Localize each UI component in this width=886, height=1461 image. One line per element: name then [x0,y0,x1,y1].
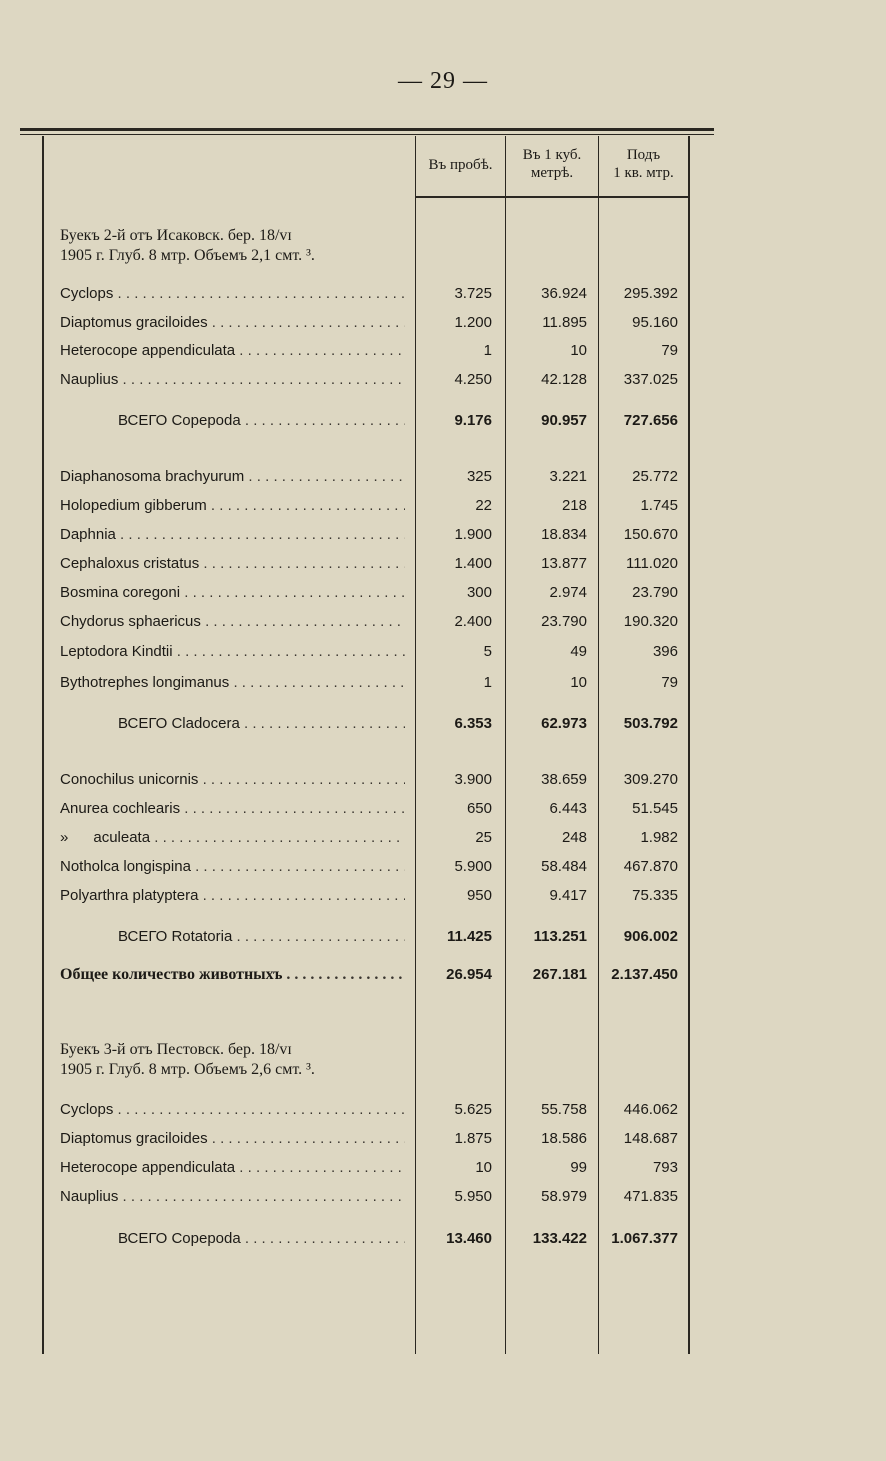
species-name: Bosmina coregoni . . . [60,582,405,604]
species-name: Diaphanosoma brachyurum . . . [60,466,405,488]
value-in-sample: 1 [483,342,492,359]
value-per-square-metre: 51.545 [632,800,678,817]
value-per-square-metre: 337.025 [623,371,678,388]
value-per-cubic-metre: 11.895 [542,314,587,331]
value-in-sample: 5.950 [454,1188,492,1205]
station-heading-line2: 1905 г. Глуб. 8 мтр. Объемъ 2,1 смт. ³. [60,247,315,264]
top-rule-thin [20,134,714,135]
species-name: Anurea cochlearis . . . [60,798,405,820]
subtotal-label: ВСЕГО Copepoda . . . [60,1228,405,1250]
value-per-square-metre: 309.270 [623,771,678,788]
value-in-sample: 1.200 [454,314,492,331]
species-name: Heterocope appendiculata . . . [60,340,405,362]
value-per-square-metre: 471.835 [623,1188,678,1205]
species-name: » aculeata . . . [60,827,405,849]
table-row [60,1099,690,1121]
table-row [60,553,690,575]
subtotal-row [60,926,690,948]
table-row [60,524,690,546]
value-per-cubic-metre: 113.251 [533,928,587,945]
value-per-square-metre: 1.067.377 [611,1230,678,1247]
table-row [60,1128,690,1150]
value-per-square-metre: 75.335 [632,887,678,904]
subtotal-label: ВСЕГО Copepoda . . . [60,410,405,432]
value-per-square-metre: 95.160 [632,314,678,331]
subtotal-row [60,410,690,432]
header-rule [415,196,690,198]
value-per-square-metre: 793 [652,1159,678,1176]
value-per-square-metre: 148.687 [623,1130,678,1147]
species-name: Heterocope appendiculata . . . [60,1157,405,1179]
value-in-sample: 1.400 [454,555,492,572]
value-per-square-metre: 150.670 [623,526,678,543]
value-per-cubic-metre: 55.758 [541,1101,587,1118]
left-border [42,136,44,1354]
table-row [60,1157,690,1179]
table-row [60,641,690,663]
species-name: Notholca longispina . . . [60,856,405,878]
station-heading [60,226,405,266]
species-name: Daphnia . . . [60,524,405,546]
value-in-sample: 1.875 [454,1130,492,1147]
species-name: Bythotrephes longimanus . . . [60,672,405,694]
value-per-square-metre: 906.002 [623,928,678,945]
header-in-sample: Въ пробѣ. [428,157,493,173]
value-per-cubic-metre: 13.877 [541,555,587,572]
page-number: — 29 — [398,68,488,94]
species-name: Nauplius . . . [60,1186,405,1208]
value-per-cubic-metre: 218 [561,497,587,514]
value-in-sample: 650 [466,800,492,817]
species-name: Nauplius . . . [60,369,405,391]
value-in-sample: 950 [466,887,492,904]
table-row [60,769,690,791]
value-per-cubic-metre: 9.417 [549,887,587,904]
value-in-sample: 9.176 [454,412,492,429]
table-row [60,827,690,849]
value-in-sample: 4.250 [454,371,492,388]
table-row [60,611,690,633]
header-per-cubic-metre-line2: метрѣ. [530,165,574,181]
subtotal-label: ВСЕГО Cladocera . . . [60,713,405,735]
value-in-sample: 25 [475,829,492,846]
station-heading-line1: Буекъ 3-й отъ Пестовск. бер. 18/ᴠɪ [60,1041,292,1058]
table-row [60,672,690,694]
value-per-cubic-metre: 6.443 [549,800,587,817]
value-per-cubic-metre: 42.128 [541,371,587,388]
table-row [60,340,690,362]
value-per-cubic-metre: 10 [570,342,587,359]
species-name: Cephaloxus cristatus . . . [60,553,405,575]
value-per-cubic-metre: 10 [570,674,587,691]
value-per-square-metre: 727.656 [623,412,678,429]
value-per-cubic-metre: 2.974 [549,584,587,601]
value-per-square-metre: 467.870 [623,858,678,875]
grand-total-label: Общее количество животныхъ . . . [60,964,405,986]
value-per-square-metre: 190.320 [623,613,678,630]
header-per-square-metre [599,146,688,182]
table-row [60,885,690,907]
value-in-sample: 5 [483,643,492,660]
header-per-square-metre-line1: Подъ [626,147,661,163]
value-per-cubic-metre: 133.422 [532,1230,587,1247]
table-row [60,1186,690,1208]
header-per-cubic-metre [506,146,598,182]
subtotal-row [60,713,690,735]
value-per-cubic-metre: 58.979 [541,1188,587,1205]
subtotal-label: ВСЕГО Rotatoria . . . [60,926,405,948]
value-in-sample: 3.900 [454,771,492,788]
table-row [60,798,690,820]
value-per-cubic-metre: 49 [570,643,587,660]
species-name: Diaptomus graciloides . . . [60,312,405,334]
value-in-sample: 1 [483,674,492,691]
table-row [60,856,690,878]
value-in-sample: 6.353 [454,715,492,732]
value-per-square-metre: 503.792 [623,715,678,732]
species-name: Conochilus unicornis . . . [60,769,405,791]
species-name: Leptodora Kindtii . . . [60,641,405,663]
header-per-square-metre-line2: 1 кв. мтр. [613,165,674,181]
table-row [60,312,690,334]
species-name: Polyarthra platyptera . . . [60,885,405,907]
value-per-cubic-metre: 267.181 [532,966,587,983]
station-heading [60,1040,405,1080]
species-name: Cyclops . . . [60,283,405,305]
value-per-cubic-metre: 3.221 [549,468,587,485]
value-per-cubic-metre: 18.834 [541,526,587,543]
table-row [60,369,690,391]
value-in-sample: 5.625 [454,1101,492,1118]
header-per-cubic-metre-line1: Въ 1 куб. [522,147,582,163]
value-per-square-metre: 79 [661,674,678,691]
value-in-sample: 300 [466,584,492,601]
station-heading-line2: 1905 г. Глуб. 8 мтр. Объемъ 2,6 смт. ³. [60,1061,315,1078]
value-per-square-metre: 446.062 [623,1101,678,1118]
value-in-sample: 1.900 [454,526,492,543]
top-rule [20,128,714,131]
value-per-square-metre: 2.137.450 [611,966,678,983]
value-per-square-metre: 1.982 [640,829,678,846]
value-in-sample: 5.900 [454,858,492,875]
value-per-cubic-metre: 23.790 [541,613,587,630]
value-per-cubic-metre: 99 [570,1159,587,1176]
value-per-square-metre: 295.392 [623,285,678,302]
value-in-sample: 325 [466,468,492,485]
value-per-square-metre: 25.772 [632,468,678,485]
value-per-cubic-metre: 18.586 [541,1130,587,1147]
value-in-sample: 26.954 [446,966,492,983]
grand-total-row [60,964,690,986]
value-per-square-metre: 1.745 [640,497,678,514]
value-in-sample: 10 [475,1159,492,1176]
subtotal-row [60,1228,690,1250]
species-name: Holopedium gibberum . . . [60,495,405,517]
table-row [60,283,690,305]
table-row [60,466,690,488]
value-in-sample: 11.425 [446,928,492,945]
value-per-cubic-metre: 36.924 [541,285,587,302]
value-in-sample: 3.725 [454,285,492,302]
value-in-sample: 22 [475,497,492,514]
table-row [60,495,690,517]
species-name: Chydorus sphaericus . . . [60,611,405,633]
value-in-sample: 13.460 [446,1230,492,1247]
value-per-square-metre: 23.790 [632,584,678,601]
value-per-cubic-metre: 90.957 [541,412,587,429]
value-per-cubic-metre: 58.484 [541,858,587,875]
station-heading-line1: Буекъ 2-й отъ Исаковск. бер. 18/ᴠɪ [60,227,292,244]
value-per-cubic-metre: 38.659 [541,771,587,788]
value-per-cubic-metre: 248 [561,829,587,846]
table-row [60,582,690,604]
value-per-square-metre: 396 [652,643,678,660]
species-name: Cyclops . . . [60,1099,405,1121]
value-per-cubic-metre: 62.973 [541,715,587,732]
species-name: Diaptomus graciloides . . . [60,1128,405,1150]
value-in-sample: 2.400 [454,613,492,630]
value-per-square-metre: 79 [661,342,678,359]
value-per-square-metre: 111.020 [626,555,678,572]
